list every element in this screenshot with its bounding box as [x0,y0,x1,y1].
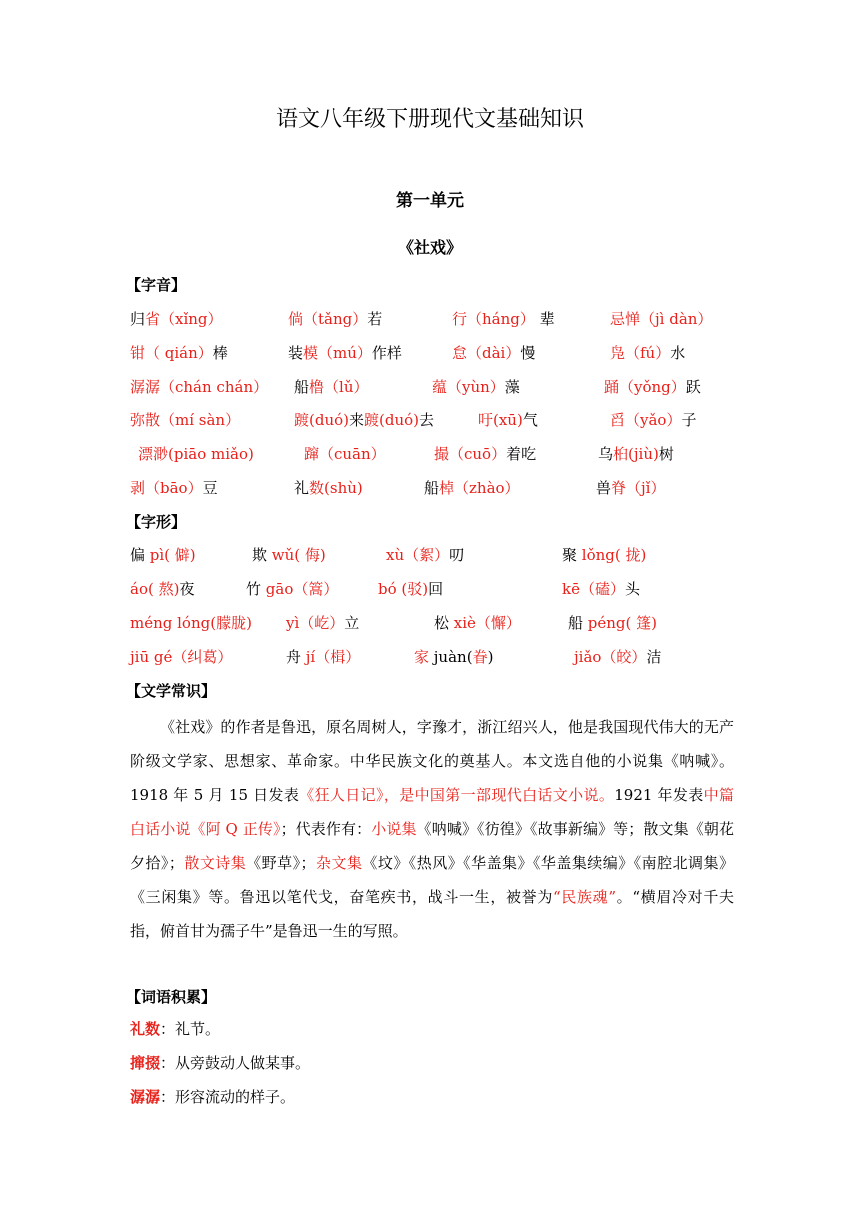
glyph-segment: xù（絮） [386,546,450,564]
glyph-segment: 夜 [179,580,195,598]
glyph-word [568,609,657,637]
pron-word [596,474,665,502]
glyph-segment: 舟 [286,648,306,666]
vocab-item [130,1015,220,1043]
glyph-segment: kē（磕） [562,580,625,598]
pron-segment: 钳（ qián） [130,344,213,362]
glyph-segment: 船 [568,614,588,632]
glyph-segment: 竹 [246,580,266,598]
pron-segment: 脊（jǐ） [611,479,666,497]
pron-word [610,305,712,333]
pron-segment: 若 [367,310,383,328]
pron-row [130,440,750,468]
pron-segment: 去 [419,411,435,429]
glyph-segment: 眷 [472,648,488,666]
literature-segment: 中篇白话小说《阿 Q 正传》 [130,786,734,838]
unit-title: 第一单元 [396,191,464,211]
glyph-segment: pì( 僻) [149,546,196,564]
pron-segment: 省（xǐng） [145,310,223,328]
vocab-term: 礼数 [130,1020,161,1038]
glyph-segment: jiǎo（皎） [574,648,647,666]
pron-segment: 蹿（cuān） [304,445,386,463]
pron-word [610,339,685,367]
pron-word [294,373,368,401]
literature-segment: 散文诗集 [183,854,247,872]
pron-segment: 舀（yǎo） [610,411,682,429]
pron-word [598,440,674,468]
glyph-segment: méng lóng(朦胧) [130,614,252,632]
section-heading-literature: 【文学常识】 [126,682,217,700]
pron-segment: 剥（bāo） [130,479,203,497]
literature-segment: 1921 年发表 [614,786,704,804]
pron-segment: 潺潺（chán chán） [130,378,269,396]
pron-word [130,305,223,333]
glyph-segment: ) [487,648,494,666]
glyph-word [562,541,646,569]
pron-segment: 辈 [534,310,555,328]
glyph-segment: áo( 熬) [130,580,180,598]
pron-word [138,440,254,468]
pron-word [288,305,382,333]
pron-segment: 忌惮（jì dàn） [610,310,713,328]
pron-segment: 气 [522,411,538,429]
pron-word [434,440,536,468]
pron-segment: 行（háng） [452,310,535,328]
glyph-segment: jiū gé（纠葛） [130,648,233,666]
pron-segment: 数(shù) [309,479,363,497]
literature-segment: 杂文集 [315,854,363,872]
glyph-segment: 家 [414,648,434,666]
vocab-definition: ：礼节。 [160,1020,221,1038]
pron-segment: 怠（dài） [452,344,521,362]
glyph-word [286,643,360,671]
pron-segment: 蕴（yùn） [432,378,505,396]
section-heading-glyph: 【字形】 [126,513,187,531]
literature-segment: 《呐喊》《彷徨》《故事新编》等；散文集《朝花夕拾》； [130,820,734,872]
vocab-item [130,1083,295,1111]
glyph-word [574,643,661,671]
section-heading-vocab: 【词语积累】 [126,988,217,1006]
glyph-segment: 洁 [646,648,662,666]
vocab-definition: ：从旁鼓动人做某事。 [160,1054,311,1072]
vocab-term: 撺掇 [130,1054,161,1072]
pron-segment: 兽 [596,479,612,497]
glyph-segment: yì（屹） [286,614,345,632]
literature-segment: 《坟》《热风》《华盖集》《华盖集续编》《南腔北调集》《三闲集》等。鲁迅以笔代戈，奋笔疾书，战斗一生，被誉为 [130,854,734,906]
pron-row [130,373,750,401]
glyph-segment: péng( 篷) [587,614,657,632]
pron-word [610,406,696,434]
pron-segment: 桕(jiù) [613,445,659,463]
pron-word [604,373,701,401]
pron-word [304,440,386,468]
pron-word [130,474,218,502]
pron-segment: 弥散（mí sàn） [130,411,241,429]
pron-segment: 倘（tǎng） [288,310,368,328]
pron-word [432,373,520,401]
glyph-segment: juàn( [433,648,473,666]
glyph-row [130,575,750,603]
literature-segment: 《狂人日记》，是中国第一部现代白话文小说。 [299,786,615,804]
pron-segment: 踱(duó) [364,411,420,429]
glyph-word [414,643,493,671]
pron-segment: 装 [288,344,304,362]
pron-segment: 撮（cuō） [434,445,507,463]
pron-segment: 归 [130,310,146,328]
pron-segment: 吁(xū) [478,411,523,429]
vocab-term: 潺潺 [130,1088,161,1106]
literature-segment: 小说集 [371,820,417,838]
pron-row [130,474,750,502]
pron-segment: 着吃 [506,445,537,463]
pron-segment: 来 [349,411,365,429]
literature-segment: 。“横眉冷对千夫指，俯首甘为孺子牛”是鲁迅一生的写照。 [130,888,734,940]
glyph-row [130,609,750,637]
pron-row [130,305,750,333]
pron-segment: 模（mú） [303,344,372,362]
pron-word [130,339,228,367]
pron-segment: 作样 [371,344,402,362]
glyph-segment: 头 [624,580,640,598]
lesson-title: 《社戏》 [397,238,462,257]
pron-segment: 凫（fú） [610,344,671,362]
pron-segment: 藻 [504,378,520,396]
glyph-segment: xiè（懈） [453,614,521,632]
pron-word [294,474,363,502]
pron-word [288,339,402,367]
glyph-word [286,609,359,637]
pron-segment: 棹（zhào） [439,479,520,497]
pron-word [452,305,555,333]
pron-row [130,339,750,367]
pron-word [424,474,520,502]
glyph-segment: bó (驳) [378,580,429,598]
pron-segment: 慢 [520,344,536,362]
pron-segment: 踊（yǒng） [604,378,686,396]
glyph-segment: jí（楫） [305,648,361,666]
section-heading-pronunciation: 【字音】 [126,276,187,294]
pron-segment: 船 [294,378,310,396]
glyph-word [434,609,521,637]
glyph-segment: 立 [344,614,360,632]
glyph-word [130,541,196,569]
glyph-segment: wǔ( 侮) [271,546,326,564]
pron-word [130,406,240,434]
glyph-segment: 回 [428,580,444,598]
document-title: 语文八年级下册现代文基础知识 [275,107,584,132]
glyph-segment: 松 [434,614,454,632]
glyph-segment: 偏 [130,546,150,564]
vocab-item [130,1049,310,1077]
pron-segment: 棒 [212,344,228,362]
pron-segment: 子 [681,411,697,429]
literature-segment: 《野草》； [246,854,316,872]
glyph-row [130,541,750,569]
pron-segment: 乌 [598,445,614,463]
literature-segment: ；代表作有： [280,820,372,838]
pron-segment: 树 [658,445,674,463]
pron-word [130,373,268,401]
literature-paragraph [130,710,734,948]
pron-segment: 豆 [202,479,218,497]
pron-segment: 船 [424,479,440,497]
glyph-word [130,609,252,637]
literature-segment: “民族魂” [552,888,616,906]
glyph-segment: 聚 [562,546,582,564]
pron-word [294,406,434,434]
pron-word [478,406,538,434]
glyph-row [130,643,750,671]
pron-segment: 水 [670,344,686,362]
glyph-word [386,541,464,569]
glyph-word [252,541,326,569]
pron-segment: 踱(duó) [294,411,349,429]
glyph-segment: 欺 [252,546,272,564]
glyph-word [246,575,338,603]
glyph-word [130,575,194,603]
glyph-segment: gāo（篙） [265,580,339,598]
glyph-segment: lǒng( 拢) [581,546,647,564]
vocab-definition: ：形容流动的样子。 [160,1088,296,1106]
pron-segment: 橹（lǔ） [309,378,369,396]
pron-segment: 跃 [685,378,701,396]
pron-segment: 礼 [294,479,310,497]
pron-row [130,406,750,434]
pron-word [452,339,535,367]
glyph-word [562,575,640,603]
glyph-word [130,643,232,671]
glyph-word [378,575,443,603]
literature-segment: 《社戏》的作者是鲁迅，原名周树人，字豫才，浙江绍兴人，他是我国现代伟大的无产阶级文学家、思想家、革命家。中华民族文化的奠基人。本文选自他的小说集《呐喊》。1918 年 5 月 15 日发表 [130,718,734,804]
pron-segment: 漂渺(piāo miǎo) [138,445,254,463]
glyph-segment: 叨 [449,546,465,564]
